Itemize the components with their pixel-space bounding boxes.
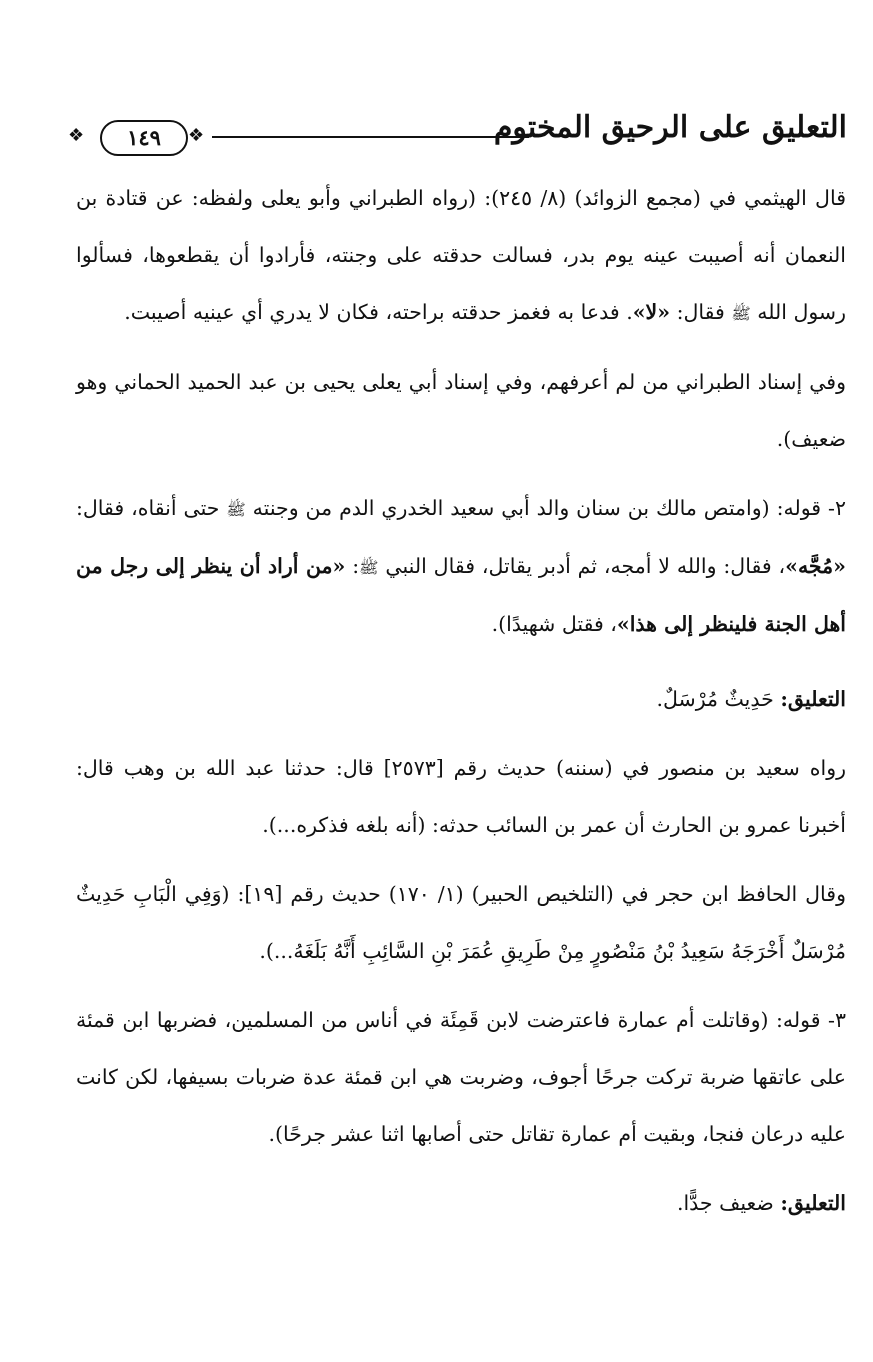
header-rule [212,136,529,138]
quote: «لا» [632,300,671,324]
paragraph-3: ٢- قوله: (وامتص مالك بن سنان والد أبي سعيد الخدري الدم من وجنته ﷺ حتى أنقاه، فقال: «مُجَّه»، فقال: والله لا أمجه، ثم أدبر يقاتل، فقال النبي ﷺ: «من أراد أن ينظر إلى رجل من أهل الجنة فلينظر إلى هذا»، فقتل شهيدًا). [76,496,846,636]
salawat-glyph: ﷺ [226,500,246,519]
commentary-2: التعليق: ضعيف جدًّا. [676,1191,846,1215]
salawat-glyph: ﷺ [731,304,751,323]
running-header [62,108,847,160]
commentary-label: التعليق: [780,1191,846,1215]
commentary-label: التعليق: [780,687,846,711]
ornament-icon: ❖ [188,125,205,146]
main-text [76,170,846,1232]
paragraph-6: وقال الحافظ ابن حجر في (التلخيص الحبير) (١/ ١٧٠) حديث رقم [١٩]: (وَفِي الْبَابِ حَدِيثٌ مُرْسَلٌ أَخْرَجَهُ سَعِيدُ بْنُ مَنْصُورٍ مِنْ طَرِيقِ عُمَرَ بْنِ السَّائِبِ أَنَّهُ بَلَغَهُ...). [76,882,846,963]
page-number: ١٤٩ [100,120,188,156]
paragraph-5: رواه سعيد بن منصور في (سننه) حديث رقم [٢٥٧٣] قال: حدثنا عبد الله بن وهب قال: أخبرنا عمرو بن الحارث أن عمر بن السائب حدثه: (أنه بلغه فذكره...). [76,756,846,837]
ornament-icon: ❖ [68,125,85,146]
paragraph-7: ٣- قوله: (وقاتلت أم عمارة فاعترضت لابن قَمِئَة في أناس من المسلمين، فضربها ابن قمئة على عاتقها ضربة تركت جرحًا أجوف، وضربت هي ابن قمئة عدة ضربات بسيفها، لكن كانت عليه درعان فنجا، وبقيت أم عمارة تقاتل حتى أصابها اثنا عشر جرحًا). [76,1008,846,1146]
salawat-glyph: ﷺ [359,558,379,577]
quote: «مُجَّه» [785,554,846,578]
paragraph-2: وفي إسناد الطبراني من لم أعرفهم، وفي إسناد أبي يعلى يحيى بن عبد الحميد الحماني وهو ضعيف). [76,370,846,451]
quote: «من أراد أن ينظر إلى رجل من أهل الجنة فلينظر إلى هذا» [76,554,846,636]
book-title: التعليق على الرحيق المختوم [493,110,847,145]
paragraph-1: قال الهيثمي في (مجمع الزوائد) (٨/ ٢٤٥): (رواه الطبراني وأبو يعلى ولفظه: عن قتادة بن النعمان أنه أصيبت عينه يوم بدر، فسالت حدقته على وجنته، فأرادوا أن يقطعوها، فسألوا رسول الله ﷺ فقال: «لا». فدعا به فغمز حدقته براحته، فكان لا يدري أي عينيه أصيبت. [76,186,846,324]
commentary-1: التعليق: حَدِيثٌ مُرْسَلٌ. [656,687,846,711]
